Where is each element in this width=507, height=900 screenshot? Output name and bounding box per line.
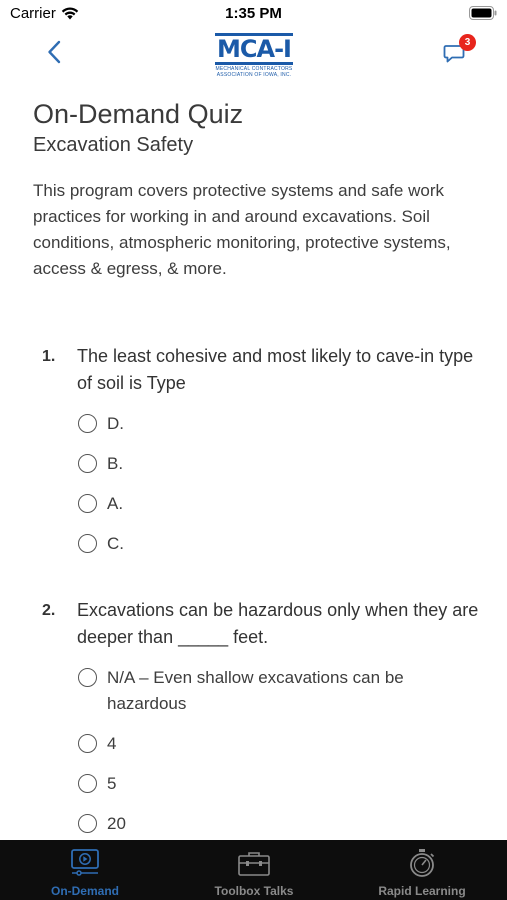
video-play-icon: [68, 848, 102, 878]
quiz-header: [33, 96, 473, 282]
question-text: Excavations can be hazardous only when they are deeper than _____ feet.: [77, 600, 479, 647]
logo-subtitle: MECHANICAL CONTRACTORS ASSOCIATION OF IOWA, INC.: [215, 66, 293, 78]
answer-label: 4: [107, 734, 117, 753]
tab-label: On-Demand: [50, 884, 119, 898]
answer-label: 20: [107, 814, 126, 833]
answer-option[interactable]: [78, 531, 482, 557]
notification-badge: 3: [459, 34, 476, 51]
answer-options: [78, 411, 482, 557]
radio-button[interactable]: [78, 534, 97, 553]
radio-button[interactable]: [78, 814, 97, 833]
answer-option[interactable]: [78, 665, 482, 717]
mcai-logo: [206, 33, 302, 78]
radio-button[interactable]: [78, 454, 97, 473]
answer-label: N/A – Even shallow excavations can be hazardous: [107, 668, 404, 713]
question-number: 1.: [42, 348, 56, 365]
answer-label: B.: [107, 454, 124, 473]
question-1: [42, 343, 482, 557]
answer-label: 5: [107, 774, 117, 793]
tab-toolbox-talks[interactable]: [199, 840, 309, 900]
page-subtitle: Excavation Safety: [33, 134, 194, 156]
answer-option[interactable]: [78, 451, 482, 477]
answer-option[interactable]: [78, 491, 482, 517]
page-title: On-Demand Quiz: [33, 99, 244, 129]
answer-option[interactable]: [78, 771, 482, 797]
tab-rapid-learning[interactable]: [367, 840, 477, 900]
radio-button[interactable]: [78, 668, 97, 687]
stopwatch-icon: [405, 848, 439, 878]
answer-options: [78, 665, 482, 837]
radio-button[interactable]: [78, 774, 97, 793]
chevron-left-icon: [47, 40, 61, 64]
carrier-label: Carrier: [10, 5, 56, 22]
radio-button[interactable]: [78, 414, 97, 433]
answer-option[interactable]: [78, 411, 482, 437]
radio-button[interactable]: [78, 734, 97, 753]
program-description: This program covers protective systems and safe work practices for working in and around excavations. Soil conditions, atmospheric monitoring, protective systems, access & egress, & more.: [33, 181, 451, 278]
answer-option[interactable]: [78, 811, 482, 837]
answer-label: A.: [107, 494, 124, 513]
battery-icon: [469, 6, 497, 20]
navigation-bar: [0, 28, 507, 78]
radio-button[interactable]: [78, 494, 97, 513]
question-number: 2.: [42, 602, 56, 619]
status-bar: [0, 0, 507, 28]
tab-bar: [0, 840, 507, 900]
answer-option[interactable]: [78, 731, 482, 757]
question-2: [42, 597, 482, 837]
toolbox-icon: [237, 848, 271, 878]
logo-mark: MCA-I: [217, 35, 291, 63]
question-text: The least cohesive and most likely to cave-in type of soil is Type: [77, 346, 474, 393]
status-time: 1:35 PM: [225, 5, 282, 22]
tab-label: Rapid Learning: [378, 884, 466, 898]
tab-label: Toolbox Talks: [214, 884, 294, 898]
messages-button[interactable]: [443, 37, 471, 66]
answer-label: C.: [107, 534, 124, 553]
answer-label: D.: [107, 414, 124, 433]
back-button[interactable]: [38, 36, 70, 68]
tab-on-demand[interactable]: [35, 840, 135, 900]
